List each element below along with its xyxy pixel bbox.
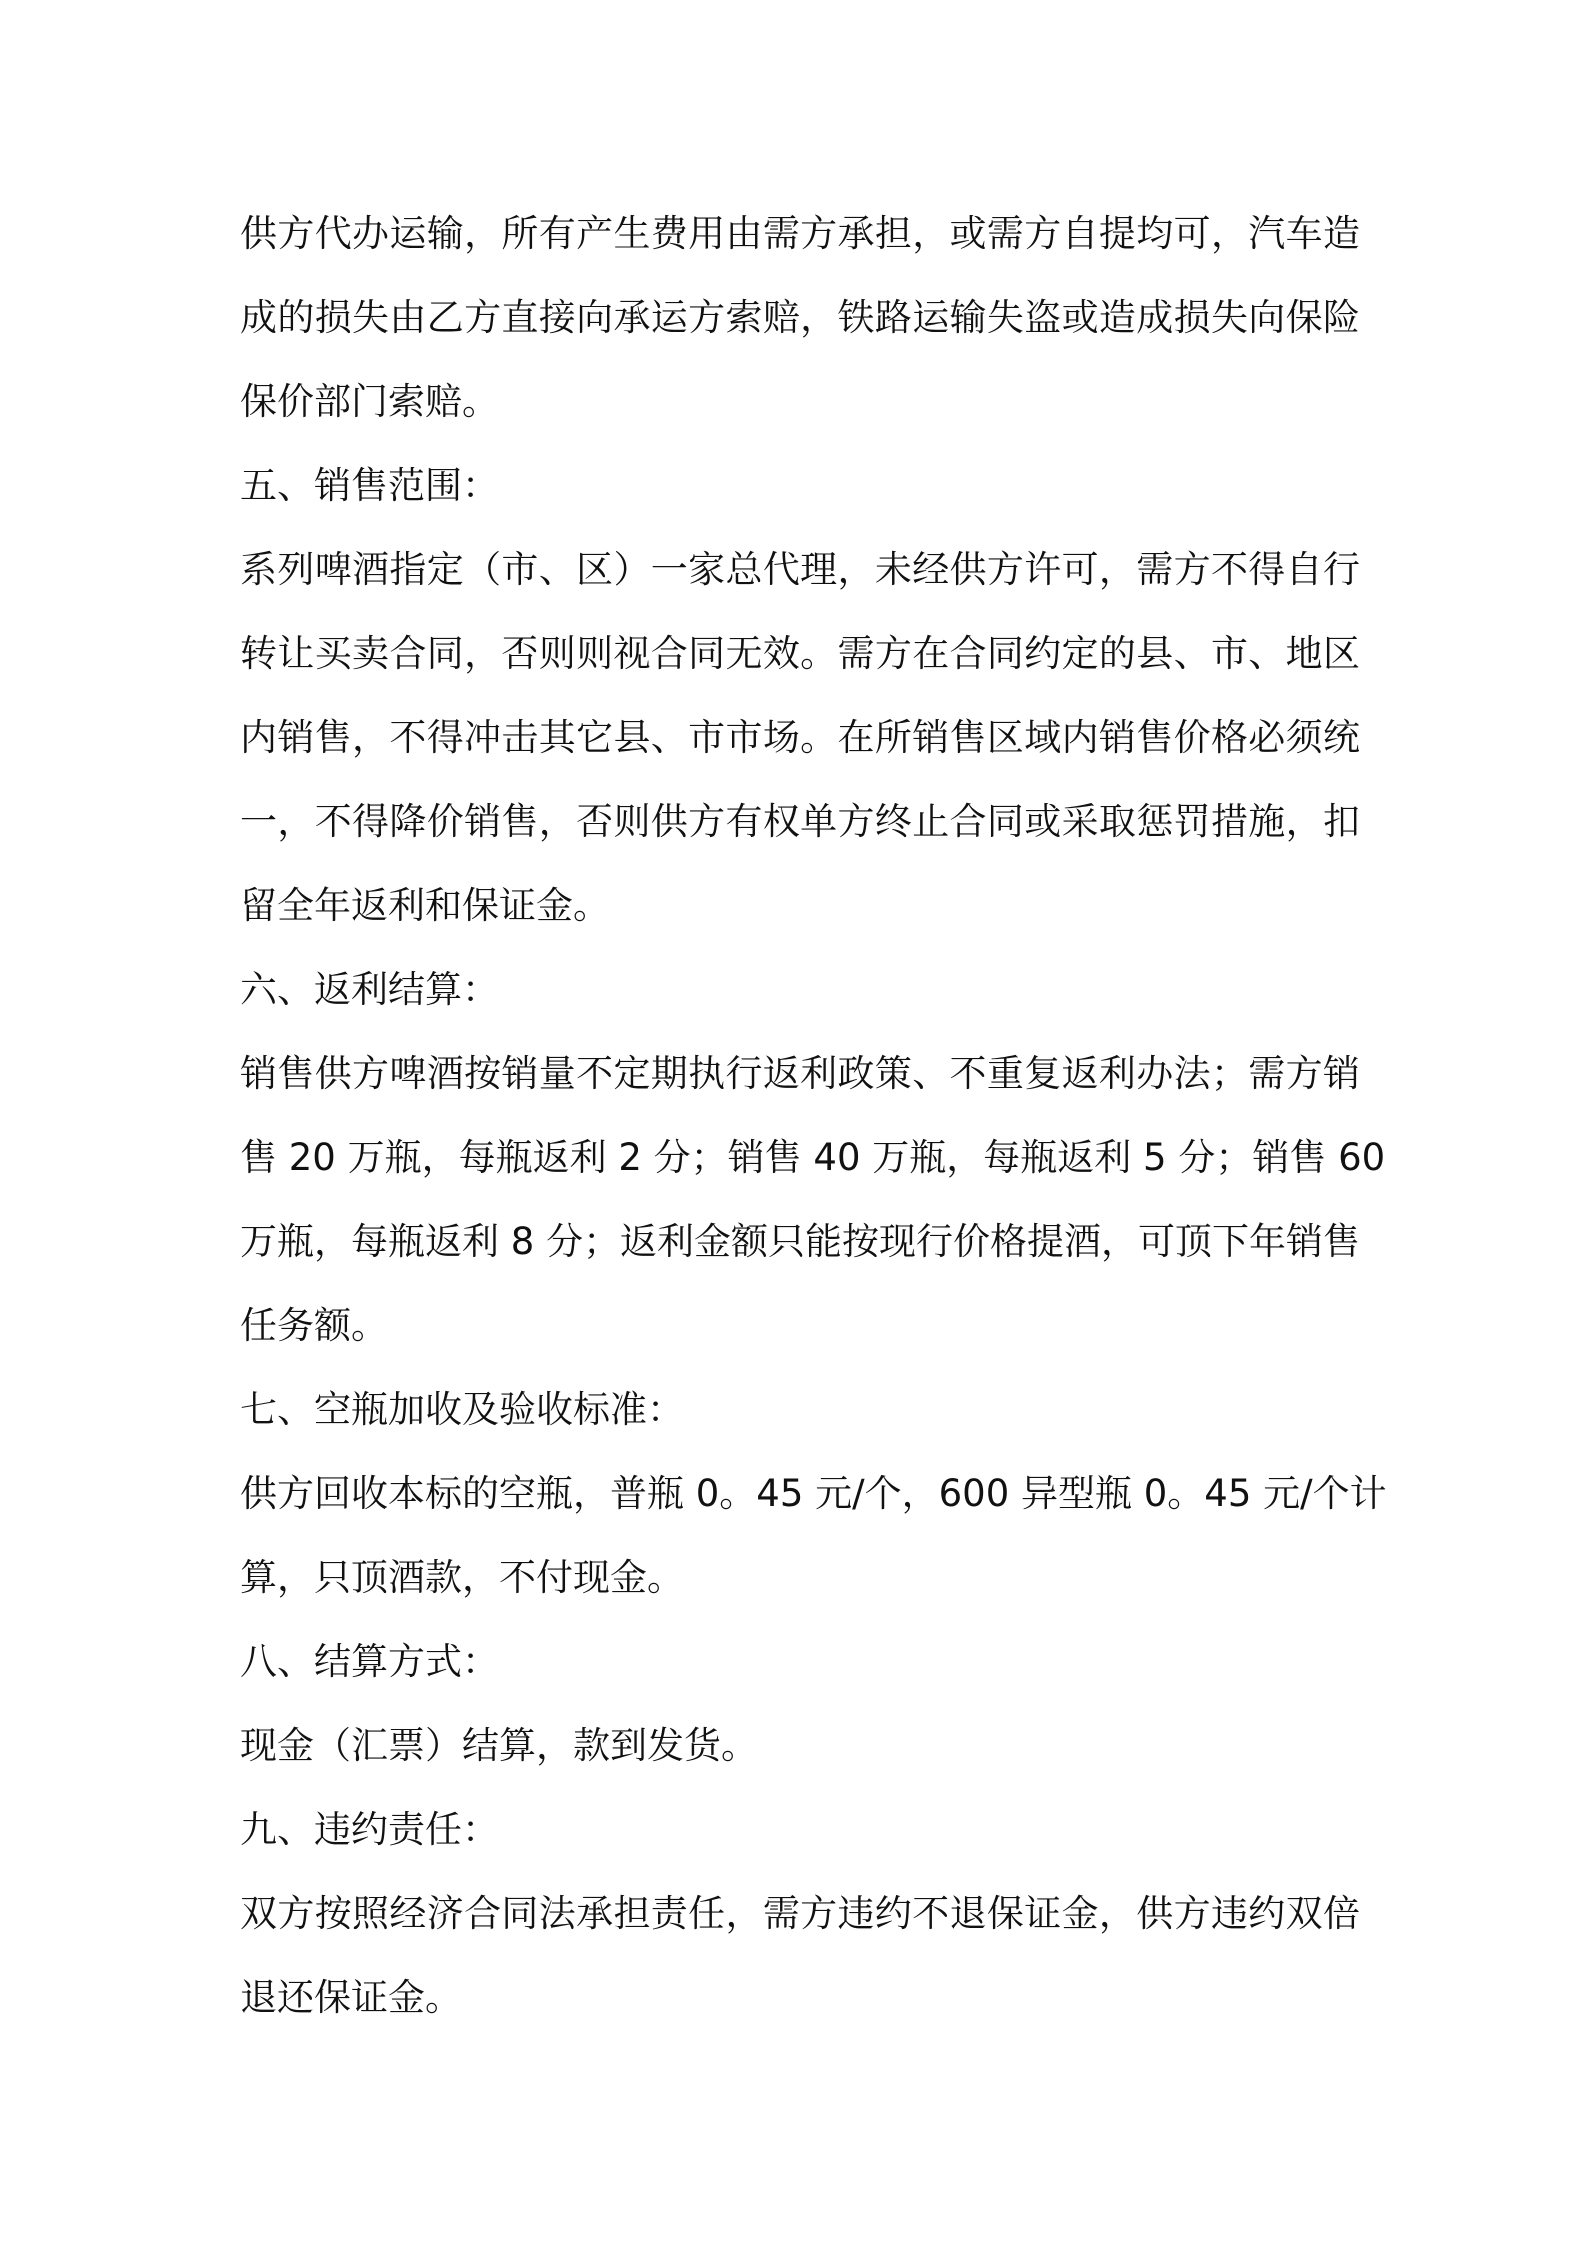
text-line: 万瓶，每瓶返利 8 分；返利金额只能按现行价格提酒，可顶下年销售 xyxy=(240,1220,1361,1263)
text-line: 内销售，不得冲击其它县、市市场。在所销售区域内销售价格必须统 xyxy=(240,716,1360,759)
text-line: 保价部门索赔。 xyxy=(240,380,499,423)
text-line: 售 20 万瓶，每瓶返利 2 分；销售 40 万瓶，每瓶返利 5 分；销售 60 xyxy=(240,1136,1386,1179)
text-line: 系列啤酒指定（市、区）一家总代理，未经供方许可，需方不得自行 xyxy=(240,548,1360,591)
text-line: 双方按照经济合同法承担责任，需方违约不退保证金，供方违约双倍 xyxy=(240,1892,1360,1935)
document-body xyxy=(240,192,1387,2040)
section-heading: 八、结算方式： xyxy=(240,1640,499,1683)
text-line: 供方回收本标的空瓶，普瓶 0。45 元/个，600 异型瓶 0。45 元/个计 xyxy=(240,1472,1387,1515)
text-line: 转让买卖合同，否则则视合同无效。需方在合同约定的县、市、地区 xyxy=(240,632,1360,675)
section-heading: 五、销售范围： xyxy=(240,464,499,507)
section-heading: 七、空瓶加收及验收标准： xyxy=(240,1388,684,1431)
text-line: 成的损失由乙方直接向承运方索赔，铁路运输失盗或造成损失向保险 xyxy=(240,296,1360,339)
text-line: 任务额。 xyxy=(240,1304,388,1347)
text-line: 算，只顶酒款，不付现金。 xyxy=(240,1556,684,1599)
text-line: 一，不得降价销售，否则供方有权单方终止合同或采取惩罚措施，扣 xyxy=(240,800,1360,843)
text-line: 退还保证金。 xyxy=(240,1976,462,2019)
text-line: 销售供方啤酒按销量不定期执行返利政策、不重复返利办法；需方销 xyxy=(240,1052,1360,1095)
section-heading: 六、返利结算： xyxy=(240,968,499,1011)
text-line: 现金（汇票）结算，款到发货。 xyxy=(240,1724,758,1767)
text-line: 留全年返利和保证金。 xyxy=(240,884,610,927)
text-line: 供方代办运输，所有产生费用由需方承担，或需方自提均可，汽车造 xyxy=(240,212,1360,255)
section-heading: 九、违约责任： xyxy=(240,1808,499,1851)
